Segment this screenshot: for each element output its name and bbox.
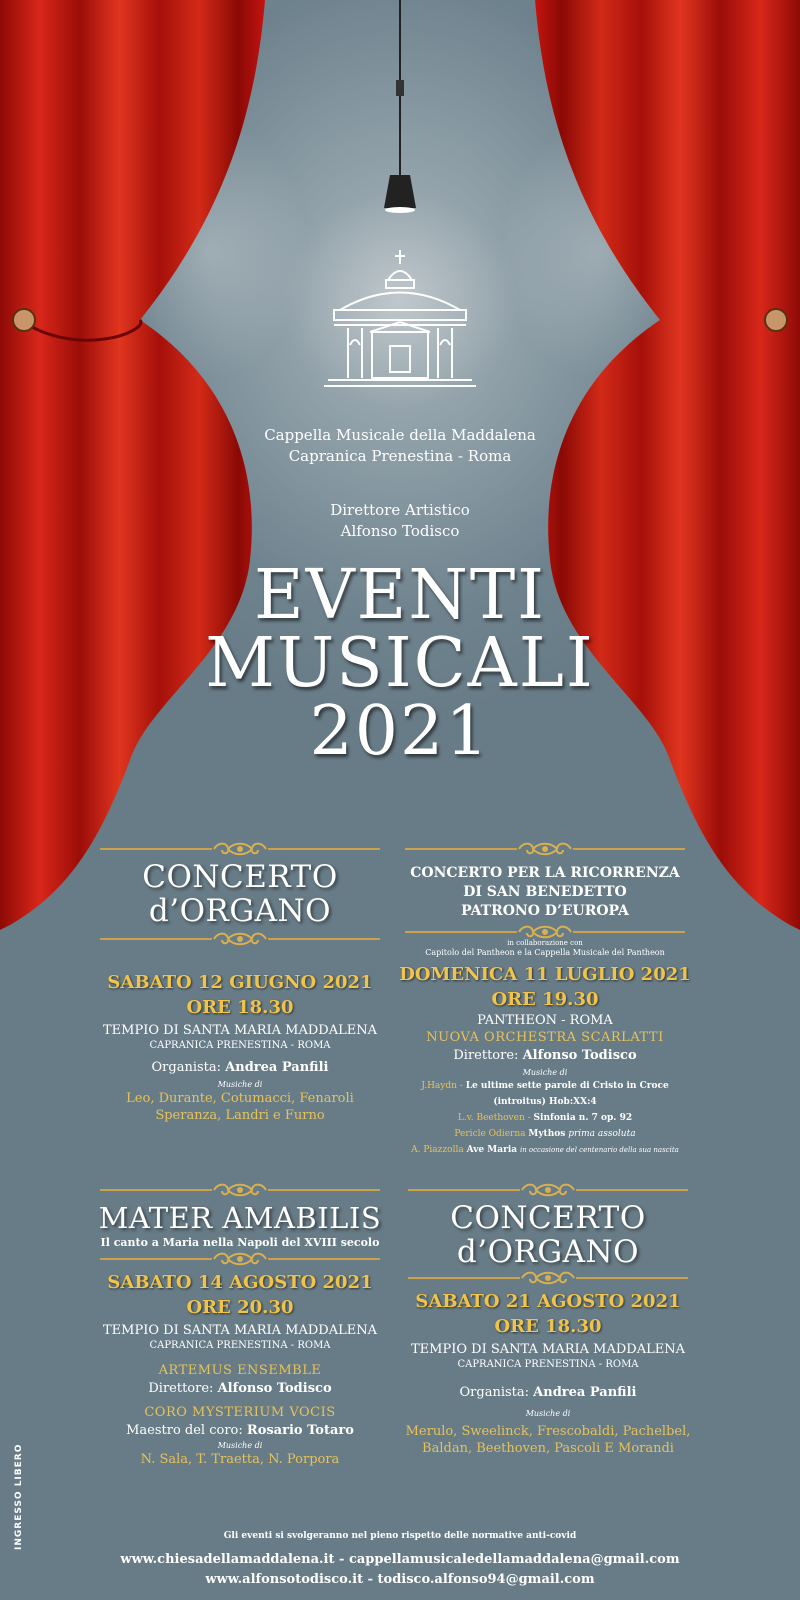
event-venue: PANTHEON - ROMA	[477, 1013, 613, 1028]
event-organist	[90, 1058, 390, 1077]
event-choir-master	[90, 1421, 390, 1440]
event-date: SABATO 21 AGOSTO 2021	[415, 1291, 681, 1312]
event-title: MATER AMABILIS	[98, 1201, 382, 1235]
event-subtitle: Il canto a Maria nella Napoli del XVIII secolo	[100, 1236, 380, 1249]
event-title-line2: d’ORGANO	[148, 893, 332, 929]
event-card	[90, 842, 390, 1124]
work-piece: Ave Maria	[466, 1145, 518, 1155]
event-time: ORE 20.30	[186, 1297, 294, 1318]
ornament-icon	[408, 1271, 688, 1285]
church-dome-logo	[320, 250, 480, 405]
work-piece: Mythos	[528, 1129, 566, 1139]
role-label: Organista:	[459, 1385, 530, 1400]
ornament-icon	[100, 842, 380, 856]
collab-line1: in collaborazione con	[507, 939, 583, 947]
event-title-line3: PATRONO D’EUROPA	[461, 903, 629, 919]
ornament-icon	[408, 1183, 688, 1197]
event-title-line1: CONCERTO	[142, 859, 338, 895]
footer-contacts-line2[interactable]: www.alfonsotodisco.it - todisco.alfonso94@gmail.com	[205, 1572, 595, 1587]
music-label: Musiche di	[525, 1409, 571, 1418]
org-line2: Capranica Prenestina - Roma	[288, 447, 512, 465]
event-card	[398, 1183, 698, 1457]
director-label: Direttore Artistico	[330, 501, 470, 519]
event-card	[90, 1183, 390, 1468]
composers-line1: Merulo, Sweelinck, Frescobaldi, Pachelbel,	[405, 1424, 691, 1439]
event-time: ORE 18.30	[186, 997, 294, 1018]
event-title-line2: d’ORGANO	[456, 1234, 640, 1270]
event-ensemble: ARTEMUS ENSEMBLE	[158, 1363, 322, 1378]
event-date: SABATO 14 AGOSTO 2021	[107, 1272, 373, 1293]
event-card	[395, 842, 695, 1158]
ornament-icon	[405, 925, 685, 939]
composers-line2: Speranza, Landri e Furno	[155, 1108, 325, 1123]
composers-line2: Baldan, Beethoven, Pascoli E Morandi	[422, 1441, 674, 1456]
works-list	[395, 1078, 695, 1158]
music-label: Musiche di	[522, 1068, 568, 1077]
event-date: DOMENICA 11 LUGLIO 2021	[399, 964, 691, 985]
role-name: Alfonso Todisco	[522, 1048, 637, 1063]
event-organist	[398, 1383, 698, 1402]
covid-notice: Gli eventi si svolgeranno nel pieno rispetto delle normative anti-covid	[223, 1531, 577, 1541]
title-line1: EVENTI	[253, 556, 547, 635]
music-label: Musiche di	[217, 1441, 263, 1450]
event-city: CAPRANICA PRENESTINA - ROMA	[149, 1340, 331, 1351]
event-title-line1: CONCERTO	[450, 1200, 646, 1236]
org-line1: Cappella Musicale della Maddalena	[264, 426, 536, 444]
role-name: Andrea Panfili	[533, 1385, 637, 1400]
ornament-icon	[100, 932, 380, 946]
role-label: Maestro del coro:	[126, 1423, 243, 1438]
role-label: Direttore:	[148, 1381, 214, 1396]
event-city: CAPRANICA PRENESTINA - ROMA	[457, 1359, 639, 1370]
work-composer: J.Haydn -	[421, 1081, 463, 1091]
org-name	[0, 425, 800, 467]
event-date: SABATO 12 GIUGNO 2021	[107, 972, 373, 993]
ornament-icon	[100, 1252, 380, 1266]
ornament-icon	[405, 842, 685, 856]
event-city: CAPRANICA PRENESTINA - ROMA	[149, 1040, 331, 1051]
title-line3: 2021	[309, 692, 491, 771]
role-label: Organista:	[151, 1060, 222, 1075]
event-title-line2: DI SAN BENEDETTO	[463, 884, 627, 900]
work-piece: Le ultime sette parole di Cristo in Croce (introitus) Hob:XX:4	[465, 1081, 669, 1107]
event-title	[395, 864, 695, 921]
event-ensemble: NUOVA ORCHESTRA SCARLATTI	[426, 1030, 664, 1045]
free-entry-label: INGRESSO LIBERO	[14, 1443, 24, 1550]
collab-line2: Capitolo del Pantheon e la Cappella Musicale del Pantheon	[425, 948, 665, 957]
work-note: prima assoluta	[568, 1129, 636, 1139]
event-director	[90, 1379, 390, 1398]
music-label: Musiche di	[217, 1080, 263, 1089]
role-label: Direttore:	[453, 1048, 519, 1063]
event-time: ORE 18.30	[494, 1316, 602, 1337]
work-item	[395, 1126, 695, 1142]
work-item	[395, 1078, 695, 1110]
role-name: Andrea Panfili	[225, 1060, 329, 1075]
work-composer: L.v. Beethoven -	[457, 1113, 531, 1123]
role-name: Alfonso Todisco	[217, 1381, 332, 1396]
director-name: Alfonso Todisco	[340, 522, 460, 540]
role-name: Rosario Totaro	[246, 1423, 354, 1438]
artistic-director	[0, 500, 800, 542]
event-venue: TEMPIO DI SANTA MARIA MADDALENA	[103, 1323, 377, 1338]
event-venue: TEMPIO DI SANTA MARIA MADDALENA	[103, 1023, 377, 1038]
event-venue: TEMPIO DI SANTA MARIA MADDALENA	[411, 1342, 685, 1357]
work-piece: Sinfonia n. 7 op. 92	[533, 1113, 633, 1123]
event-title-line1: CONCERTO PER LA RICORRENZA	[410, 865, 680, 881]
event-choir: CORO MYSTERIUM VOCIS	[144, 1405, 336, 1420]
event-time: ORE 19.30	[491, 989, 599, 1010]
title-line2: MUSICALI	[205, 624, 595, 703]
work-item	[395, 1142, 695, 1158]
composers-line1: N. Sala, T. Traetta, N. Porpora	[140, 1452, 340, 1467]
page-title	[0, 556, 800, 771]
event-title	[90, 860, 390, 928]
event-title	[398, 1201, 698, 1269]
footer-contacts-line1[interactable]: www.chiesadellamaddalena.it - cappellamusicaledellamaddalena@gmail.com	[120, 1552, 680, 1567]
work-note: in occasione del centenario della sua nascita	[519, 1146, 679, 1154]
work-composer: A. Piazzolla	[411, 1145, 464, 1155]
event-director	[395, 1046, 695, 1065]
ornament-icon	[100, 1183, 380, 1197]
stage-lamp-icon	[380, 0, 420, 220]
composers-line1: Leo, Durante, Cotumacci, Fenaroli	[126, 1091, 354, 1106]
work-item	[395, 1110, 695, 1126]
work-composer: Pericle Odierna	[454, 1129, 526, 1139]
